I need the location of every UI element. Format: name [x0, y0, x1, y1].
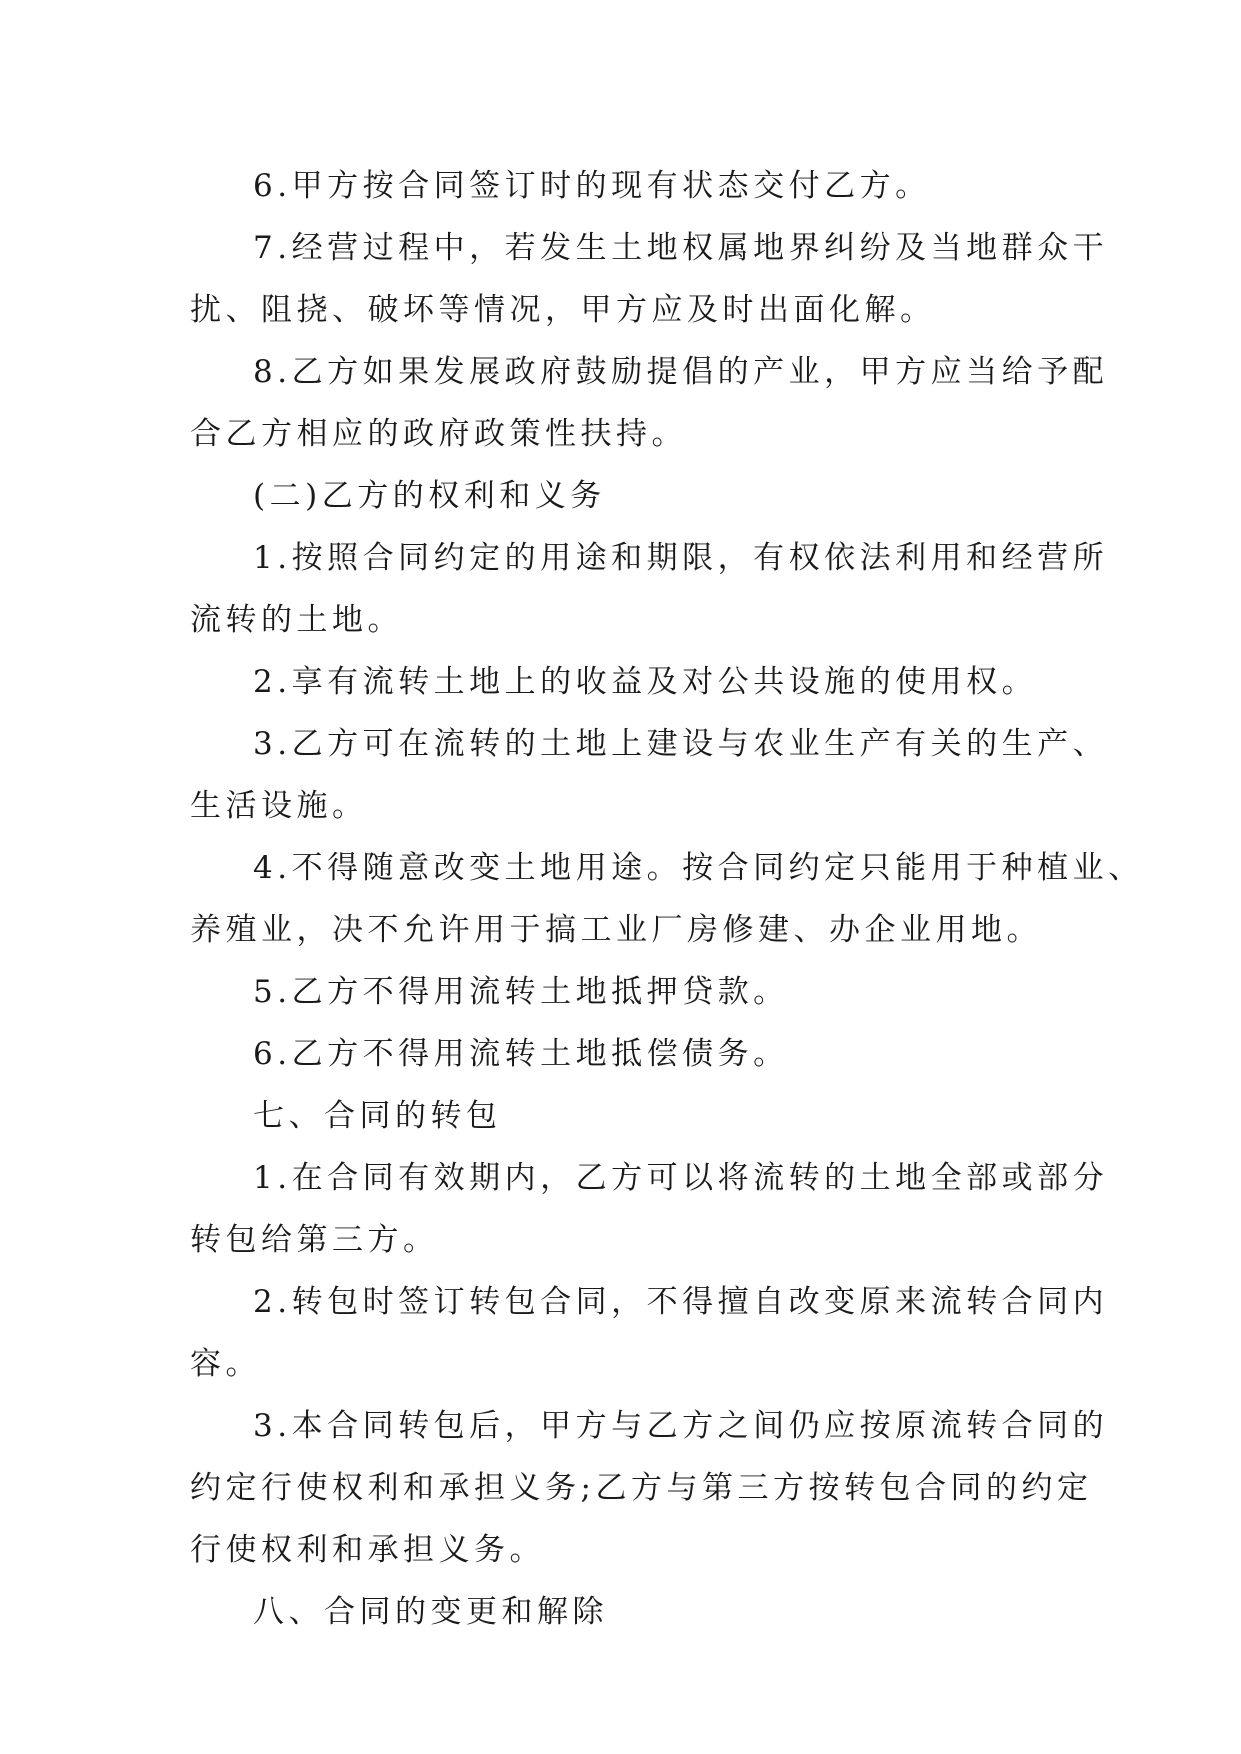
clause-line: 3.乙方可在流转的土地上建设与农业生产有关的生产、 [253, 726, 1109, 762]
clause-line: 5.乙方不得用流转土地抵押贷款。 [253, 974, 789, 1010]
clause-line: 2.转包时签订转包合同，不得擅自改变原来流转合同内 [253, 1284, 1109, 1320]
section-heading: 七、合同的转包 [253, 1098, 502, 1134]
document-body [190, 155, 1144, 1643]
clause-line: 6.乙方不得用流转土地抵偿债务。 [253, 1036, 789, 1072]
clause-line: 行使权利和承担义务。 [190, 1532, 545, 1568]
clause-line: 流转的土地。 [190, 602, 403, 638]
clause-line: 扰、阻挠、破坏等情况，甲方应及时出面化解。 [190, 292, 936, 328]
clause-line: 2.享有流转土地上的收益及对公共设施的使用权。 [253, 664, 1038, 700]
clause-line: 转包给第三方。 [190, 1222, 439, 1258]
clause-line: 合乙方相应的政府政策性扶持。 [190, 416, 687, 452]
clause-line: 3.本合同转包后，甲方与乙方之间仍应按原流转合同的 [253, 1408, 1109, 1444]
clause-line: 容。 [190, 1346, 261, 1382]
section-heading: (二)乙方的权利和义务 [253, 478, 606, 514]
clause-line: 1.按照合同约定的用途和期限，有权依法利用和经营所 [253, 540, 1109, 576]
clause-line: 生活设施。 [190, 788, 368, 824]
clause-line: 4.不得随意改变土地用途。按合同约定只能用于种植业、 [253, 850, 1144, 886]
clause-line: 养殖业，决不允许用于搞工业厂房修建、办企业用地。 [190, 912, 1042, 948]
clause-line: 6.甲方按合同签订时的现有状态交付乙方。 [253, 168, 931, 204]
clause-line: 1.在合同有效期内，乙方可以将流转的土地全部或部分 [253, 1160, 1109, 1196]
clause-line: 8.乙方如果发展政府鼓励提倡的产业，甲方应当给予配 [253, 354, 1109, 390]
section-heading: 八、合同的变更和解除 [253, 1594, 608, 1630]
clause-line: 约定行使权利和承担义务;乙方与第三方按转包合同的约定 [190, 1470, 1093, 1506]
clause-line: 7.经营过程中，若发生土地权属地界纠纷及当地群众干 [253, 230, 1109, 266]
